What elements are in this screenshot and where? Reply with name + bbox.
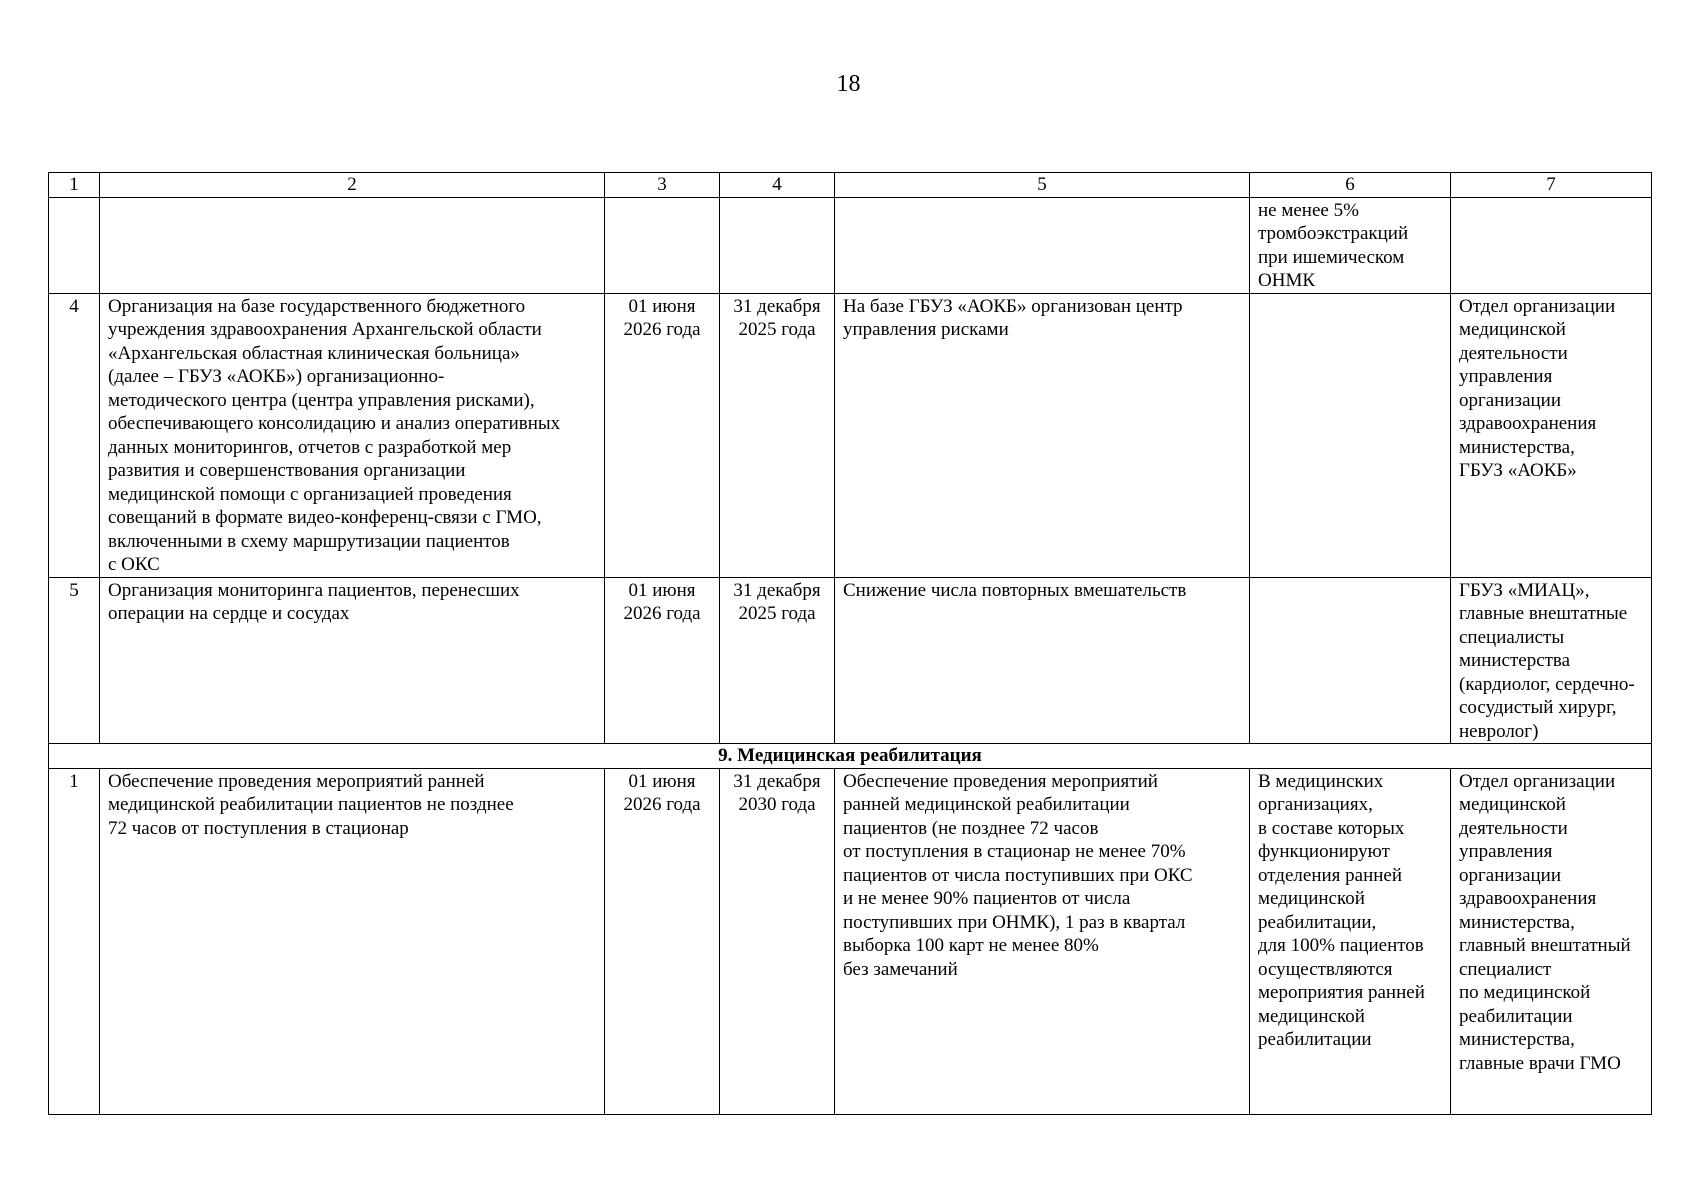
indicator-cell [1250,577,1451,744]
row-number-cell [49,197,100,293]
column-number: 7 [1451,173,1652,198]
section-heading-row [49,744,1652,769]
column-number: 6 [1250,173,1451,198]
responsible-cell: Отдел организации медицинской деятельности управления организации здравоохранения министерства, главный внештатный специалист по медицинской реабилитации министерства, главные врачи ГМО [1451,768,1652,1114]
end-date-cell [720,197,835,293]
result-cell [835,197,1250,293]
start-date-cell: 01 июня 2026 года [605,293,720,577]
column-number: 3 [605,173,720,198]
indicator-cell [1250,293,1451,577]
column-number: 2 [100,173,605,198]
activity-cell: Организация мониторинга пациентов, перенесших операции на сердце и сосудах [100,577,605,744]
start-date-cell [605,197,720,293]
column-number: 1 [49,173,100,198]
start-date-cell: 01 июня 2026 года [605,577,720,744]
activity-cell: Обеспечение проведения мероприятий ранней медицинской реабилитации пациентов не позднее 72 часов от поступления в стационар [100,768,605,1114]
result-cell: Обеспечение проведения мероприятий ранней медицинской реабилитации пациентов (не позднее 72 часов от поступления в стационар не менее 70% пациентов от числа поступивших при ОКС и не менее 90% пациентов от числа поступивших при ОНМК), 1 раз в квартал выборка 100 карт не менее 80% без замечаний [835,768,1250,1114]
responsible-cell [1451,197,1652,293]
end-date-cell: 31 декабря 2030 года [720,768,835,1114]
row-number-cell: 4 [49,293,100,577]
row-number-cell: 5 [49,577,100,744]
column-numbers-row [49,173,1652,198]
plan-table [48,172,1652,1115]
indicator-cell: не менее 5% тромбоэкстракций при ишемическом ОНМК [1250,197,1451,293]
result-cell: На базе ГБУЗ «АОКБ» организован центр управления рисками [835,293,1250,577]
activity-cell: Организация на базе государственного бюджетного учреждения здравоохранения Архангельской области «Архангельская областная клиническая больница» (далее – ГБУЗ «АОКБ») организационно- методического центра (центра управления рисками), обеспечивающего консолидацию и анализ оперативных данных мониторингов, отчетов с разработкой мер развития и совершенствования организации медицинской помощи с организацией проведения совещаний в формате видео-конференц-связи с ГМО, включенными в схему маршрутизации пациентов с ОКС [100,293,605,577]
page-number: 18 [836,71,861,97]
column-number: 5 [835,173,1250,198]
table-row [49,768,1652,1114]
section-title: 9. Медицинская реабилитация [49,744,1652,769]
start-date-cell: 01 июня 2026 года [605,768,720,1114]
table-row [49,577,1652,744]
result-cell: Снижение числа повторных вмешательств [835,577,1250,744]
activity-cell [100,197,605,293]
end-date-cell: 31 декабря 2025 года [720,577,835,744]
responsible-cell: Отдел организации медицинской деятельности управления организации здравоохранения министерства, ГБУЗ «АОКБ» [1451,293,1652,577]
table-row [49,293,1652,577]
indicator-cell: В медицинских организациях, в составе которых функционируют отделения ранней медицинской реабилитации, для 100% пациентов осуществляются мероприятия ранней медицинской реабилитации [1250,768,1451,1114]
responsible-cell: ГБУЗ «МИАЦ», главные внештатные специалисты министерства (кардиолог, сердечно- сосудистый хирург, невролог) [1451,577,1652,744]
table-row [49,197,1652,293]
end-date-cell: 31 декабря 2025 года [720,293,835,577]
column-number: 4 [720,173,835,198]
row-number-cell: 1 [49,768,100,1114]
